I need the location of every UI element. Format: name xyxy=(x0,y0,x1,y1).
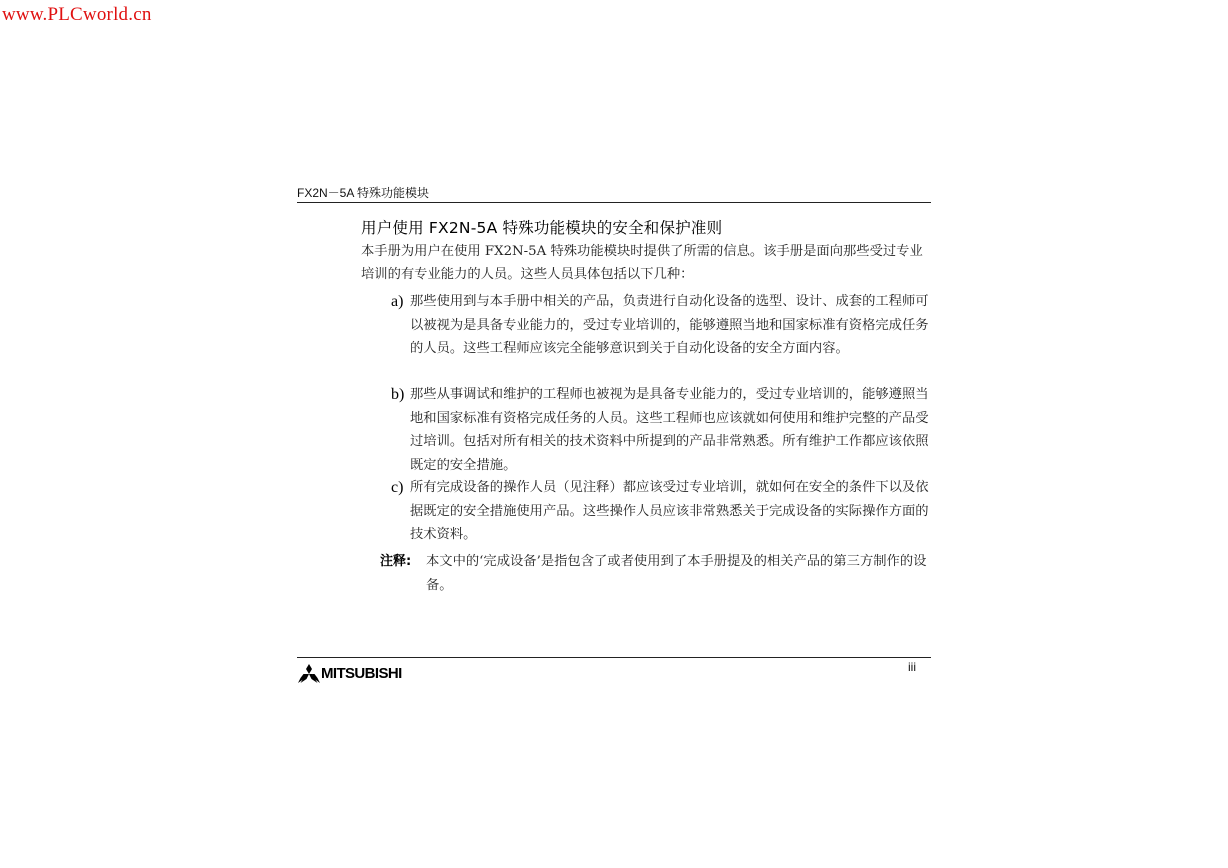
intro-paragraph: 本手册为用户在使用 FX2N-5A 特殊功能模块时提供了所需的信息。该手册是面向那些受过专业培训的有专业能力的人员。这些人员具体包括以下几种： xyxy=(361,244,923,282)
list-marker: b) xyxy=(391,386,405,403)
list-marker: c) xyxy=(391,479,404,496)
note-label: 注释: xyxy=(380,554,412,569)
page-number: iii xyxy=(908,660,916,674)
watermark-url: www.PLCworld.cn xyxy=(2,4,152,25)
mitsubishi-logo xyxy=(298,664,402,683)
list-item-text: 那些从事调试和维护的工程师也被视为是具备专业能力的，受过专业培训的，能够遵照当地和国家标准有资格完成任务的人员。这些工程师也应该就如何使用和维护完整的产品受过培训。包括对所有相关的技术资料中所提到的产品非常熟悉。所有维护工作都应该依照既定的安全措施。 xyxy=(410,387,929,474)
brand-name: MITSUBISHI xyxy=(321,665,402,682)
note-text: 本文中的‘完成设备’是指包含了或者使用到了本手册提及的相关产品的第三方制作的设备。 xyxy=(426,554,927,593)
list-item-c xyxy=(391,476,937,547)
list-item-b xyxy=(391,383,937,478)
list-marker: a) xyxy=(391,293,404,310)
header-rule xyxy=(297,202,931,203)
mitsubishi-diamonds-icon xyxy=(298,664,320,683)
note-block xyxy=(380,550,940,597)
running-header: FX2N－5A 特殊功能模块 xyxy=(297,186,430,200)
list-item-text: 所有完成设备的操作人员（见注释）都应该受过专业培训，就如何在安全的条件下以及依据既定的安全措施使用产品。这些操作人员应该非常熟悉关于完成设备的实际操作方面的技术资料。 xyxy=(410,480,929,543)
footer-rule xyxy=(297,657,931,658)
list-item-a xyxy=(391,290,937,361)
section-title: 用户使用 FX2N-5A 特殊功能模块的安全和保护准则 xyxy=(361,219,723,237)
list-item-text: 那些使用到与本手册中相关的产品，负责进行自动化设备的选型、设计、成套的工程师可以被视为是具备专业能力的，受过专业培训的，能够遵照当地和国家标准有资格完成任务的人员。这些工程师应该完全能够意识到关于自动化设备的安全方面内容。 xyxy=(410,294,929,357)
